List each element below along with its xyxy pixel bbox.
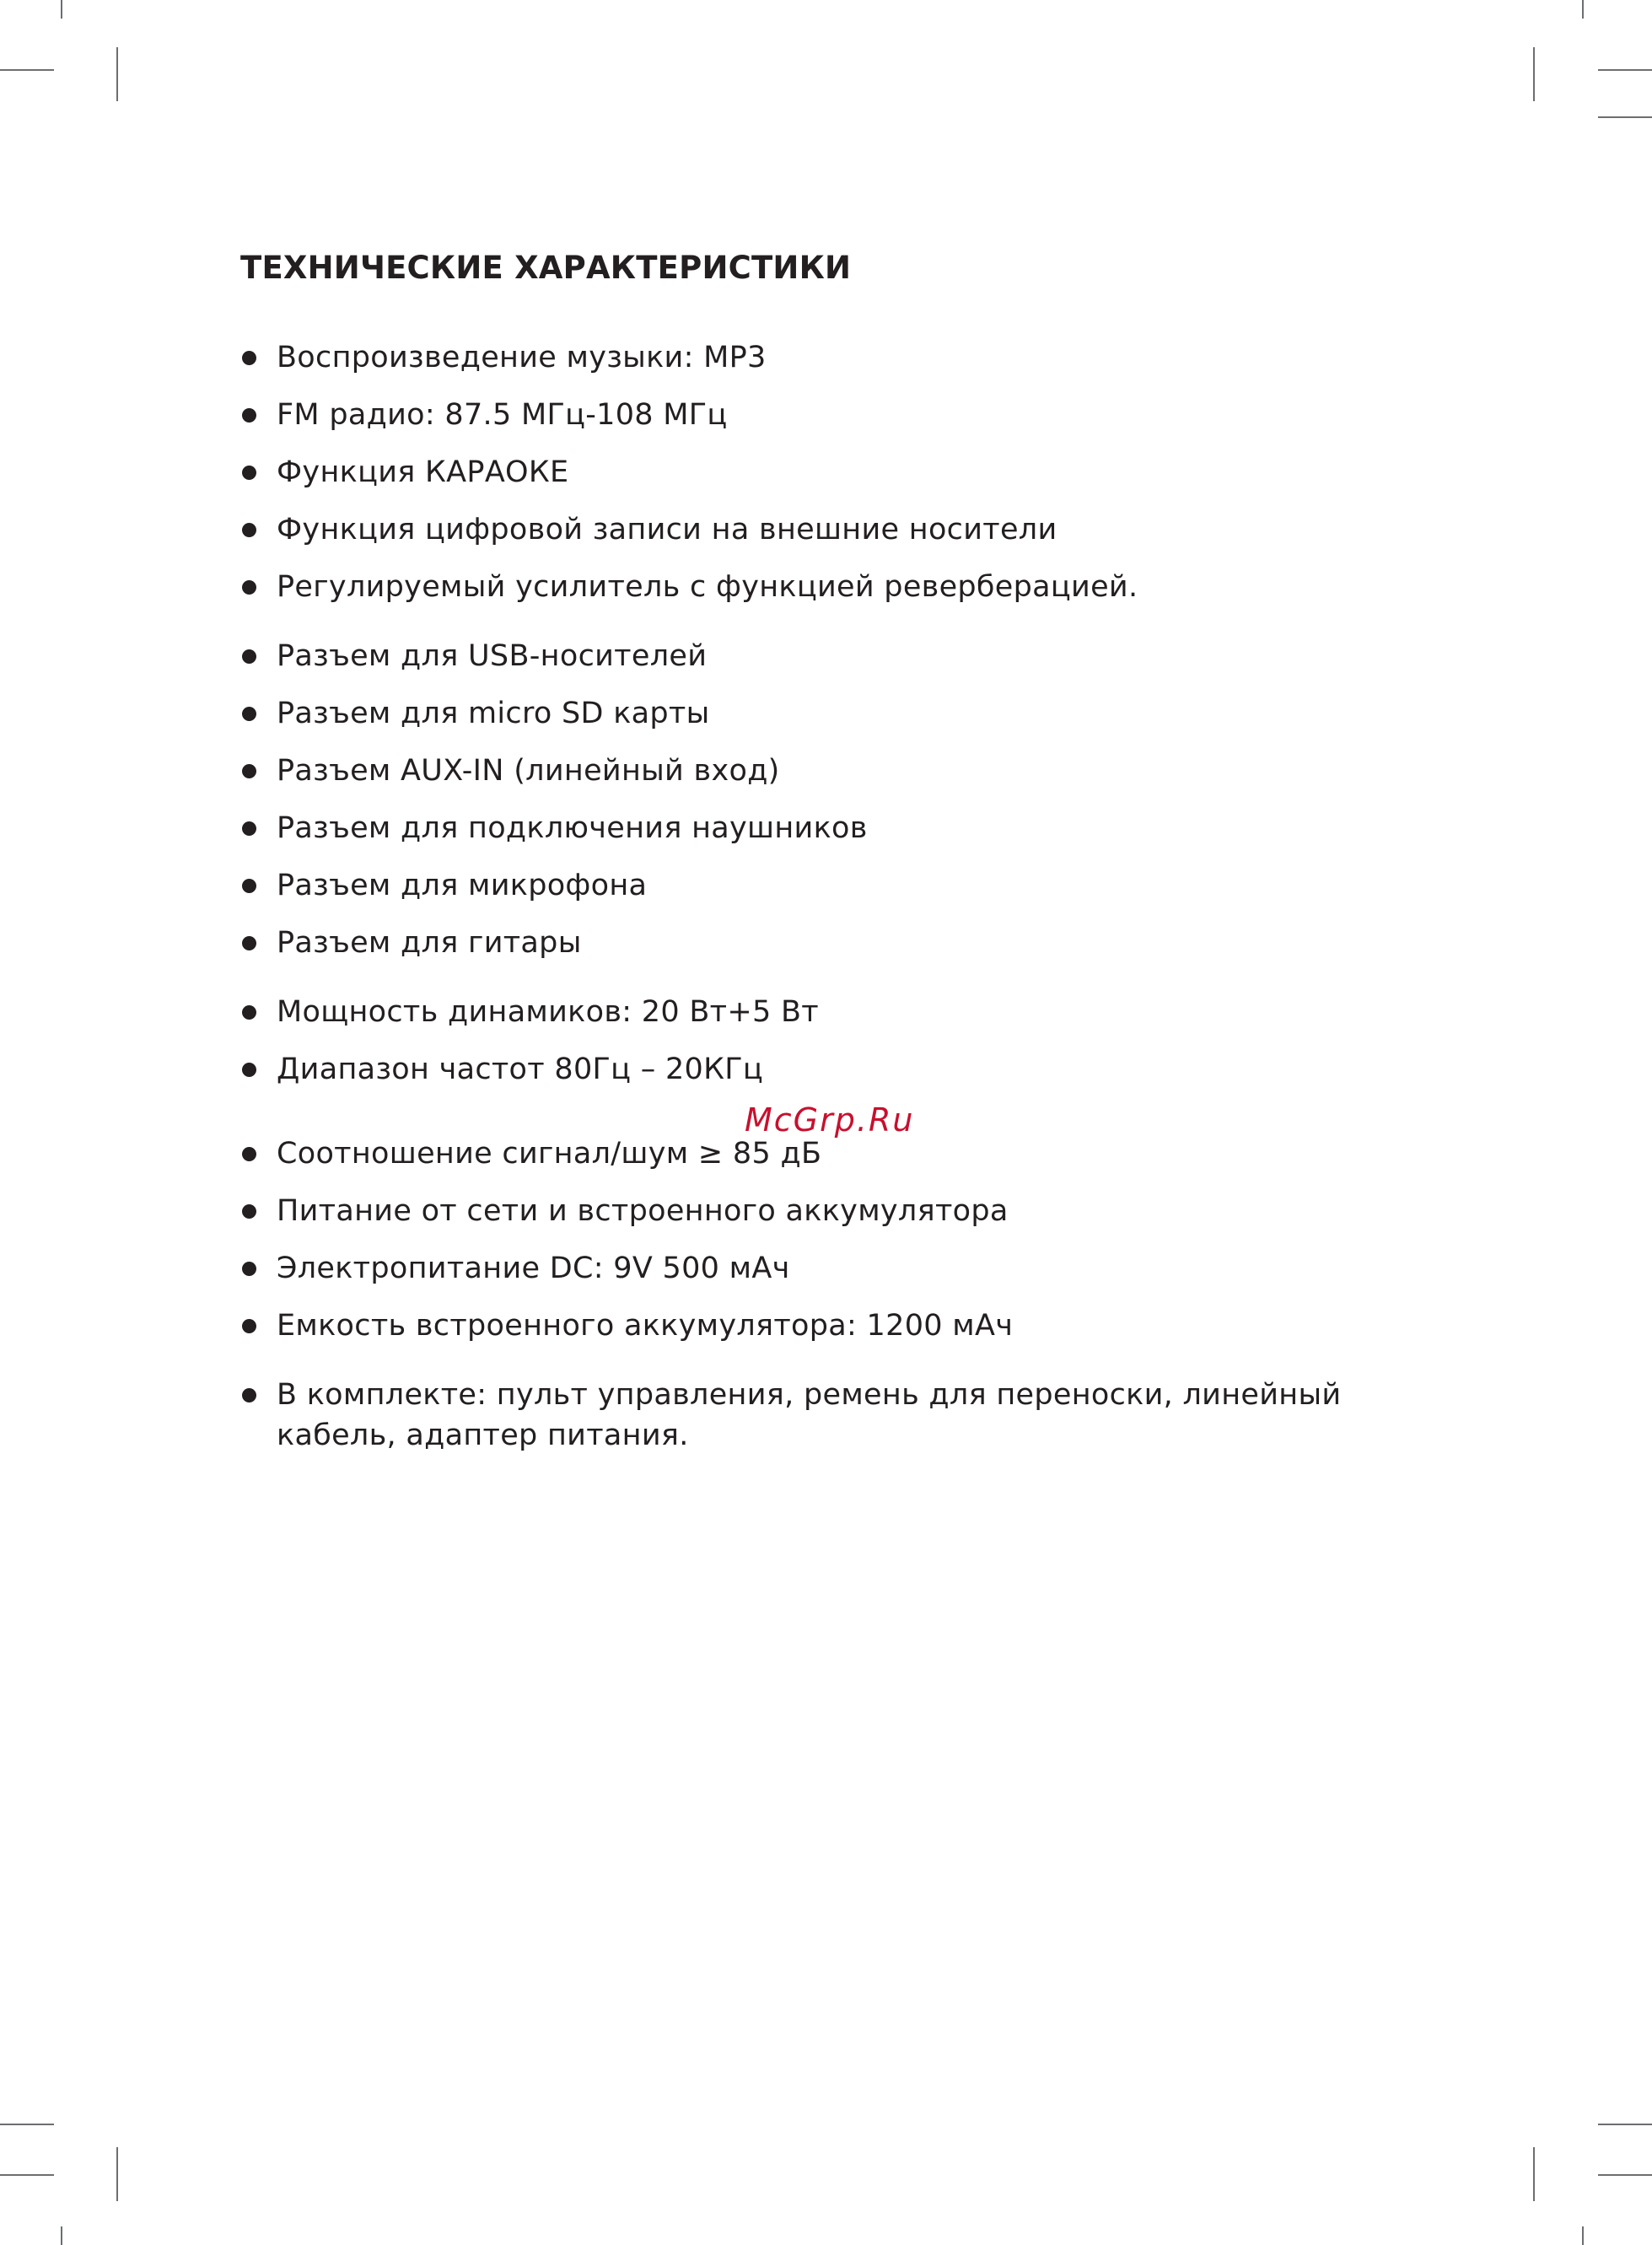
spec-group-package — [240, 1375, 1421, 1456]
list-item — [240, 1375, 1348, 1456]
bullet-icon — [242, 1319, 256, 1333]
crop-mark-bottom-right-v2 — [1582, 2226, 1584, 2245]
list-item — [240, 395, 1421, 435]
bullet-icon — [242, 707, 256, 721]
spec-text: Разъем для гитары — [277, 926, 582, 960]
spec-text: Разъем для микрофона — [277, 869, 648, 902]
bullet-icon — [242, 649, 256, 664]
spec-text: Разъем для micro SD карты — [277, 697, 710, 730]
bullet-icon — [242, 1204, 256, 1219]
spec-text: FM радио: 87.5 МГц-108 МГц — [277, 398, 728, 432]
bullet-icon — [242, 1063, 256, 1077]
spec-text: Воспроизведение музыки: MP3 — [277, 341, 767, 374]
spec-text: В комплекте: пульт управления, ремень для переноски, линейный кабель, адаптер питания. — [277, 1378, 1342, 1452]
bullet-icon — [242, 879, 256, 893]
spec-text: Емкость встроенного аккумулятора: 1200 мАч — [277, 1309, 1014, 1343]
list-item — [240, 1306, 1421, 1346]
bullet-icon — [242, 408, 256, 423]
bullet-icon — [242, 1005, 256, 1020]
list-item — [240, 923, 1421, 963]
spec-group-power — [240, 992, 1421, 1346]
spec-text: Функция КАРАОКЕ — [277, 455, 569, 489]
crop-mark-bottom-left-v2 — [61, 2226, 62, 2245]
crop-mark-top-right-h — [1598, 69, 1652, 71]
list-item — [240, 992, 1421, 1032]
spec-group-playback — [240, 337, 1421, 607]
crop-mark-bottom-left-v — [116, 2147, 118, 2201]
spec-text: Диапазон частот 80Гц – 20КГц — [277, 1053, 763, 1086]
bullet-icon — [242, 936, 256, 950]
crop-mark-top-left-h — [0, 69, 54, 71]
bullet-icon — [242, 1262, 256, 1276]
list-item — [240, 693, 1421, 734]
crop-mark-bottom-right-h2 — [1598, 2174, 1652, 2176]
crop-mark-bottom-right-v — [1533, 2147, 1535, 2201]
spec-text: Соотношение сигнал/шум ≥ 85 дБ — [277, 1137, 822, 1171]
bullet-icon — [242, 466, 256, 480]
list-item — [240, 1133, 1421, 1174]
bullet-icon — [242, 764, 256, 778]
bullet-icon — [242, 1388, 256, 1402]
watermark: McGrp.Ru — [745, 1101, 915, 1139]
crop-mark-top-left-v — [116, 47, 118, 101]
spec-text: Электропитание DC: 9V 500 мАч — [277, 1252, 790, 1285]
spec-text: Разъем AUX-IN (линейный вход) — [277, 754, 780, 788]
page-title: ТЕХНИЧЕСКИЕ ХАРАКТЕРИСТИКИ — [240, 250, 852, 286]
bullet-icon — [242, 580, 256, 595]
list-item — [240, 452, 1421, 493]
crop-mark-top-right-v — [1533, 47, 1535, 101]
spec-group-connectors — [240, 636, 1421, 963]
crop-mark-bottom-left-h — [0, 2124, 54, 2125]
bullet-icon — [242, 1147, 256, 1161]
list-item — [240, 509, 1421, 550]
crop-mark-bottom-left-h2 — [0, 2174, 54, 2176]
spec-text: Питание от сети и встроенного аккумулятора — [277, 1194, 1009, 1228]
crop-mark-top-right-v2 — [1582, 0, 1584, 19]
crop-mark-top-right-h2 — [1598, 116, 1652, 118]
bullet-icon — [242, 351, 256, 365]
list-item — [240, 1248, 1421, 1289]
crop-mark-top-left-v2 — [61, 0, 62, 19]
bullet-icon — [242, 821, 256, 836]
spec-text: Регулируемый усилитель с функцией реверберацией. — [277, 570, 1138, 604]
crop-mark-bottom-right-h — [1598, 2124, 1652, 2125]
spec-text: Мощность динамиков: 20 Вт+5 Вт — [277, 995, 819, 1029]
list-item — [240, 751, 1421, 791]
list-item — [240, 567, 1421, 607]
spec-text: Разъем для подключения наушников — [277, 811, 868, 845]
list-item — [240, 1049, 1421, 1090]
spec-text: Разъем для USB-носителей — [277, 639, 708, 673]
list-item — [240, 636, 1421, 676]
list-item — [240, 1191, 1421, 1231]
list-item — [240, 808, 1421, 848]
bullet-icon — [242, 523, 256, 537]
list-item — [240, 337, 1421, 378]
spec-text: Функция цифровой записи на внешние носители — [277, 513, 1057, 546]
spec-sheet — [240, 245, 1421, 1472]
list-item — [240, 865, 1421, 906]
